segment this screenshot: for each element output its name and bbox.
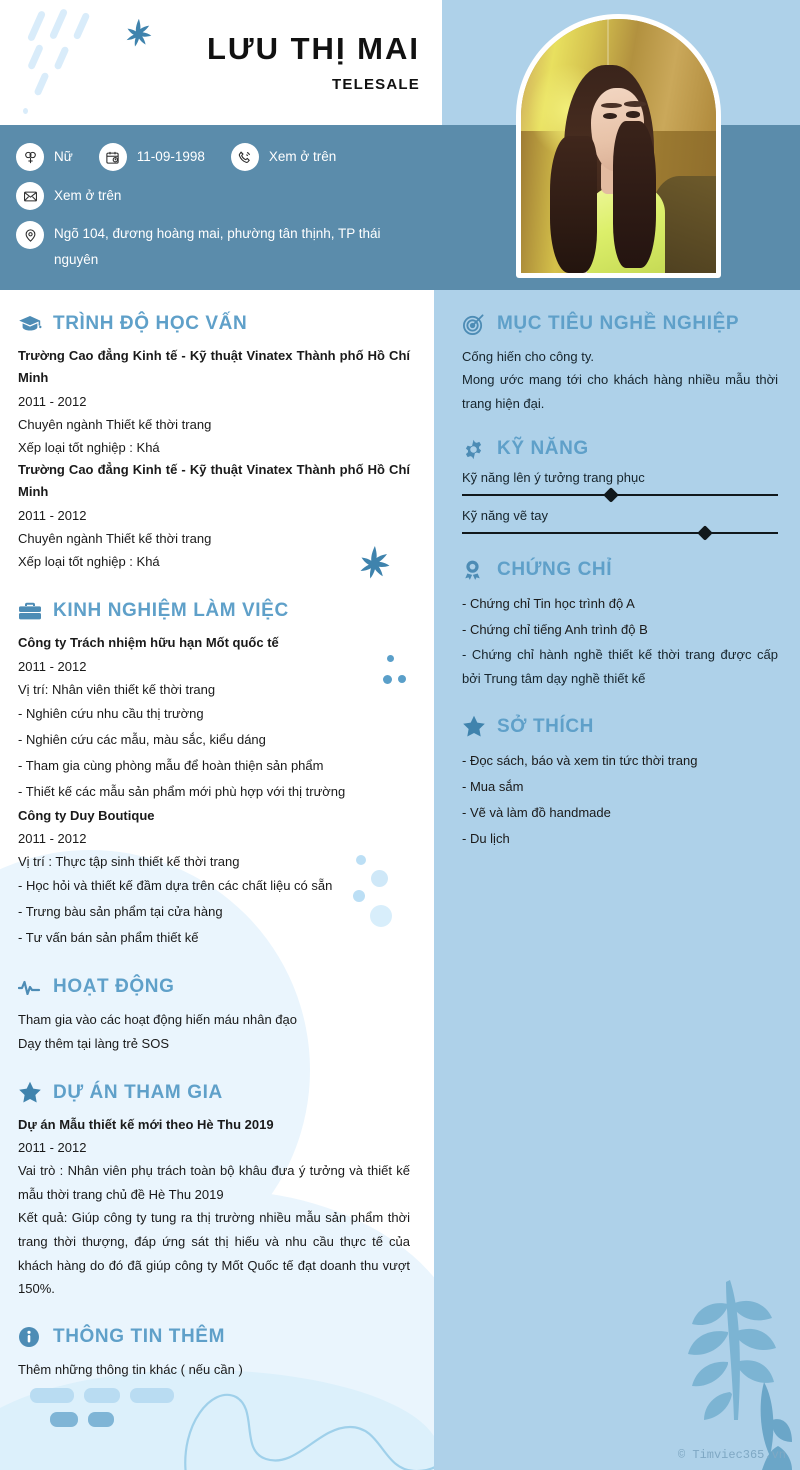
project-name: Dự án Mẫu thiết kế mới theo Hè Thu 2019: [18, 1116, 274, 1132]
certificate-item: - Chứng chỉ hành nghề thiết kế thời trang được cấp bởi Trung tâm dạy nghề thiết kế: [462, 647, 778, 687]
experience-bullet: - Nghiên cứu nhu cầu thị trường: [18, 705, 204, 721]
section-education: [18, 312, 410, 573]
skill-slider-handle[interactable]: [603, 488, 619, 504]
certificates-header: [462, 558, 778, 582]
objective-line: Cống hiến cho công ty.: [462, 349, 595, 364]
award-icon: [462, 558, 488, 582]
dash-decoration-icon: [50, 1412, 78, 1427]
phone-value: Xem ở trên: [268, 149, 337, 164]
experience-bullet: - Nghiên cứu các mẫu, màu sắc, kiểu dáng: [18, 731, 266, 747]
page-title: LƯU THỊ MAI: [206, 31, 420, 67]
experience-period: 2011 - 2012: [18, 831, 87, 847]
education-school: Trường Cao đẳng Kinh tế - Kỹ thuật Vinatex Thành phố Hồ Chí Minh: [18, 348, 410, 386]
experience-bullet: - Trưng bàu sản phẩm tại cửa hàng: [18, 904, 223, 920]
skill-item: [462, 508, 778, 534]
activity-line: Tham gia vào các hoạt động hiến máu nhân đạo: [18, 1012, 297, 1028]
birthday-value: 11-09-1998: [136, 149, 205, 164]
contact-email: [16, 182, 426, 210]
education-item: [18, 459, 410, 573]
more-info-title: THÔNG TIN THÊM: [53, 1326, 225, 1348]
skills-header: [462, 437, 778, 461]
project-role: Vai trò : Nhân viên phụ trách toàn bộ khâu đưa ý tưởng và thiết kế mẫu thời trang chủ đề Hè Thu 2019: [18, 1163, 410, 1202]
phone-icon: [231, 143, 259, 171]
job-title: TELESALE: [332, 75, 420, 93]
projects-title: DỰ ÁN THAM GIA: [53, 1081, 223, 1103]
education-major: Chuyên ngành Thiết kế thời trang: [18, 416, 212, 432]
pulse-icon: [18, 975, 44, 999]
section-hobbies: [462, 715, 778, 852]
hobby-item: - Vẽ và làm đồ handmade: [462, 804, 611, 820]
experience-title: KINH NGHIỆM LÀM VIỆC: [53, 600, 289, 622]
gear-icon: [462, 437, 488, 461]
leaf-decoration-icon: [612, 1270, 792, 1470]
gender-icon: [16, 143, 44, 171]
certificate-item: - Chứng chỉ Tin học trình độ A: [462, 596, 635, 612]
location-pin-icon: [16, 221, 44, 249]
contact-bar: [0, 125, 442, 290]
dash-decoration-icon: [84, 1388, 120, 1403]
experience-item: [18, 805, 410, 952]
section-experience: [18, 599, 410, 951]
education-major: Chuyên ngành Thiết kế thời trang: [18, 530, 212, 546]
experience-position: Vị trí : Thực tập sinh thiết kế thời trang: [18, 854, 240, 870]
skill-item: [462, 470, 778, 496]
skill-slider[interactable]: [462, 532, 778, 534]
education-period: 2011 - 2012: [18, 393, 87, 409]
gender-value: Nữ: [54, 149, 73, 164]
email-value: Xem ở trên: [54, 188, 122, 203]
activities-header: [18, 975, 410, 999]
skill-slider-handle[interactable]: [698, 526, 714, 542]
hobbies-title: SỞ THÍCH: [497, 715, 595, 737]
swirl-decoration-icon: [170, 1375, 442, 1470]
experience-bullet: - Tư vấn bán sản phẩm thiết kế: [18, 930, 199, 946]
education-items: [18, 345, 410, 573]
experience-period: 2011 - 2012: [18, 658, 87, 674]
education-grade: Xếp loại tốt nghiệp : Khá: [18, 439, 160, 455]
experience-item: [18, 632, 410, 805]
hobby-item: - Đọc sách, báo và xem tin tức thời trang: [462, 752, 698, 768]
dash-decoration-icon: [30, 1388, 74, 1403]
contact-address: [16, 221, 426, 272]
section-objective: [462, 312, 778, 415]
skill-label: Kỹ năng lên ý tưởng trang phục: [462, 470, 645, 486]
dash-decoration-icon: [88, 1412, 114, 1427]
star-icon: [462, 715, 488, 739]
skill-label: Kỹ năng vẽ tay: [462, 508, 548, 524]
section-certificates: [462, 558, 778, 690]
briefcase-icon: [18, 599, 44, 623]
more-info-header: [18, 1325, 410, 1349]
section-activities: [18, 975, 410, 1054]
education-school: Trường Cao đẳng Kinh tế - Kỹ thuật Vinatex Thành phố Hồ Chí Minh: [18, 462, 410, 500]
right-column: [442, 290, 800, 1470]
hobby-item: - Du lịch: [462, 830, 510, 846]
contact-phone: [231, 143, 336, 171]
envelope-icon: [16, 182, 44, 210]
target-icon: [462, 312, 488, 336]
education-period: 2011 - 2012: [18, 507, 87, 523]
activities-title: HOẠT ĐỘNG: [53, 976, 175, 998]
experience-company: Công ty Duy Boutique: [18, 807, 155, 823]
activity-line: Dạy thêm tại làng trẻ SOS: [18, 1035, 170, 1051]
objective-header: [462, 312, 778, 336]
education-title: TRÌNH ĐỘ HỌC VẤN: [53, 313, 248, 334]
project-result: Kết quả: Giúp công ty tung ra thị trường nhiều mẫu sản phẩm thời trang thời thượng, đáp ứng sát thị hiếu và nhu cầu thực tế của khách hàng do đó đã giúp công ty Mốt Quốc tế đạt doanh thu vượt 150%.: [18, 1210, 410, 1297]
contact-row-2: [16, 182, 426, 210]
address-value: Ngõ 104, đương hoàng mai, phường tân thịnh, TP thái nguyên: [54, 226, 381, 267]
more-info-text: Thêm những thông tin khác ( nếu cần ): [18, 1362, 243, 1378]
dash-decoration-icon: [130, 1388, 174, 1403]
graduation-cap-icon: [18, 312, 44, 336]
section-skills: [462, 437, 778, 534]
project-period: 2011 - 2012: [18, 1140, 87, 1156]
section-projects: [18, 1081, 410, 1301]
column-divider: [434, 290, 442, 1470]
left-column: [0, 290, 442, 1470]
experience-company: Công ty Trách nhiệm hữu hạn Mốt quốc tế: [18, 635, 279, 651]
objective-title: MỤC TIÊU NGHỀ NGHIỆP: [497, 313, 740, 334]
name-block: [0, 0, 442, 125]
star-icon: [18, 1081, 44, 1105]
projects-header: [18, 1081, 410, 1105]
certificate-item: - Chứng chỉ tiếng Anh trình độ B: [462, 622, 648, 638]
profile-photo-frame: [516, 14, 721, 278]
contact-birthday: [99, 143, 205, 171]
section-more-info: [18, 1325, 410, 1381]
certificates-title: CHỨNG CHỈ: [497, 559, 613, 581]
education-header: [18, 312, 410, 336]
objective-line: Mong ước mang tới cho khách hàng nhiều mẫu thời trang hiện đại.: [462, 372, 778, 411]
skill-slider[interactable]: [462, 494, 778, 496]
experience-bullet: - Thiết kế các mẫu sản phẩm mới phù hợp với thị trường: [18, 783, 346, 799]
experience-bullet: - Học hỏi và thiết kế đầm dựa trên các chất liệu có sẵn: [18, 878, 333, 894]
contact-gender: [16, 143, 73, 171]
education-item: [18, 345, 410, 459]
footer-credit: © Timviec365.vn: [677, 1448, 786, 1462]
calendar-icon: [99, 143, 127, 171]
experience-position: Vị trí: Nhân viên thiết kế thời trang: [18, 681, 216, 697]
info-icon: [18, 1325, 44, 1349]
avatar: [521, 19, 716, 273]
experience-bullet: - Tham gia cùng phòng mẫu để hoàn thiện sản phẩm: [18, 757, 324, 773]
education-grade: Xếp loại tốt nghiệp : Khá: [18, 554, 160, 570]
experience-header: [18, 599, 410, 623]
skills-title: KỸ NĂNG: [497, 438, 589, 460]
contact-row-3: [16, 221, 426, 272]
hobbies-header: [462, 715, 778, 739]
hobby-item: - Mua sắm: [462, 778, 524, 794]
contact-row-1: [16, 143, 426, 171]
